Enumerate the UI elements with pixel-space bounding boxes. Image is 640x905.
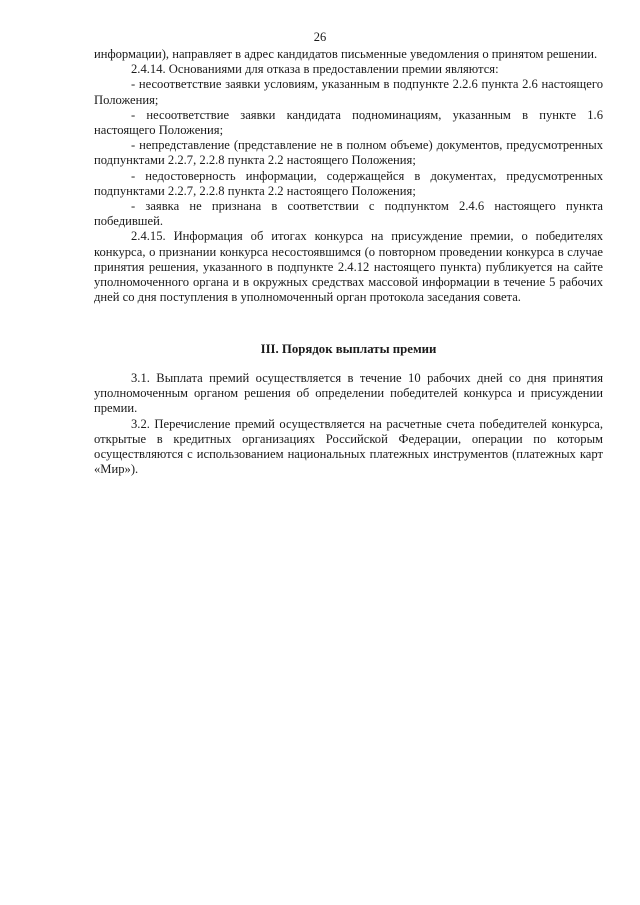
section-2-continuation <box>94 47 603 305</box>
paragraph-2-4-15: 2.4.15. Информация об итогах конкурса на присуждение премии, о победителях конкурса, о признании конкурса несостоявшимся (о повторном проведении конкурса в случае принятия решения, указанного в подпункте 2.4.12 настоящего пункта) публикуется на сайте уполномоченного органа и в окружных средствах массовой информации в течение 5 рабочих дней со дня поступления в уполномоченный орган протокола заседания совета. <box>94 229 603 305</box>
list-item-refusal-1: - несоответствие заявки условиям, указанным в подпункте 2.2.6 пункта 2.6 настоящего Положения; <box>94 77 603 107</box>
section-3-body <box>94 371 603 477</box>
paragraph-3-1: 3.1. Выплата премий осуществляется в течение 10 рабочих дней со дня принятия уполномоченным органом решения об определении победителей конкурса и присуждении премии. <box>94 371 603 416</box>
section-3-heading: III. Порядок выплаты премии <box>260 342 437 356</box>
list-item-refusal-3: - непредставление (представление не в полном объеме) документов, предусмотренных подпунктами 2.2.7, 2.2.8 пункта 2.2 настоящего Положения; <box>94 138 603 168</box>
page-number: 26 <box>313 30 327 44</box>
paragraph-3-2: 3.2. Перечисление премий осуществляется на расчетные счета победителей конкурса, открытые в кредитных организациях Российской Федерации, операции по которым осуществляются с использованием национальных платежных инструментов (платежных карт «Мир»). <box>94 416 603 477</box>
list-item-refusal-4: - недостоверность информации, содержащейся в документах, предусмотренных подпунктами 2.2.7, 2.2.8 пункта 2.2 настоящего Положения; <box>94 168 603 198</box>
paragraph-2-4-14: 2.4.14. Основаниями для отказа в предоставлении премии являются: <box>131 62 499 77</box>
list-item-refusal-5: - заявка не признана в соответствии с подпунктом 2.4.6 настоящего пункта победившей. <box>94 199 603 229</box>
paragraph-continuation: информации), направляет в адрес кандидатов письменные уведомления о принятом решении. <box>94 47 598 61</box>
list-item-refusal-2: - несоответствие заявки кандидата подноминациям, указанным в пункте 1.6 настоящего Положения; <box>94 107 603 138</box>
